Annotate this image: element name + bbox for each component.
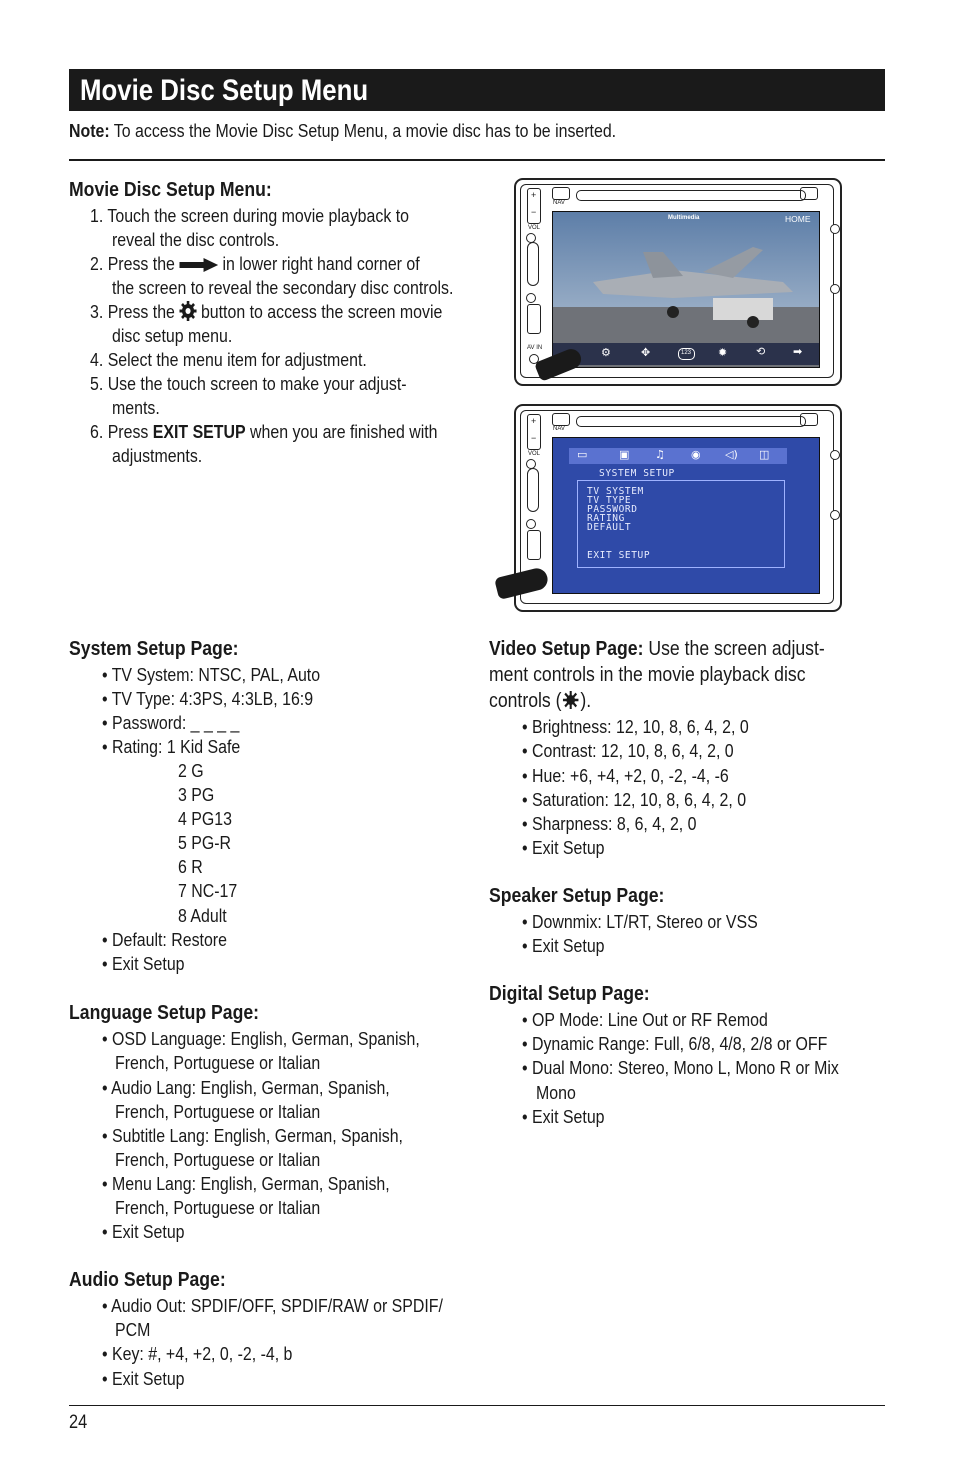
menu-item-rating[interactable]: RATING bbox=[587, 513, 625, 524]
disc-slot bbox=[576, 416, 806, 427]
page-number: 24 bbox=[69, 1412, 88, 1433]
video-line: • Exit Setup bbox=[522, 837, 605, 858]
speaker-icon[interactable]: ◁) bbox=[725, 448, 738, 461]
video-line: • Brightness: 12, 10, 8, 6, 4, 2, 0 bbox=[522, 716, 749, 737]
gear-icon bbox=[179, 301, 196, 321]
language-line: French, Portuguese or Italian bbox=[115, 1101, 321, 1122]
usb-port bbox=[527, 304, 541, 334]
digital-setup-section bbox=[489, 982, 885, 1132]
side-screw-top bbox=[830, 224, 840, 234]
disc-controls-bar bbox=[553, 343, 819, 365]
rating-item: 8 Adult bbox=[178, 905, 227, 926]
digital-line: • Dual Mono: Stereo, Mono L, Mono R or Mix bbox=[522, 1057, 839, 1078]
brightness-icon[interactable]: ✹ bbox=[718, 346, 728, 359]
volume-rocker: + − bbox=[527, 188, 541, 224]
speaker-setup-section bbox=[489, 884, 885, 964]
repeat-icon[interactable]: ⟲ bbox=[756, 345, 766, 358]
video-line: • Saturation: 12, 10, 8, 6, 4, 2, 0 bbox=[522, 789, 747, 810]
setup-menu-section bbox=[69, 178, 479, 478]
multimedia-label: Multimedia bbox=[668, 215, 700, 221]
setup-menu-heading: Movie Disc Setup Menu: bbox=[69, 178, 272, 201]
step-2-b: in lower right hand corner of bbox=[222, 253, 420, 274]
menu-item-tv-type[interactable]: TV TYPE bbox=[587, 495, 632, 506]
disc-icon[interactable]: ◉ bbox=[691, 448, 701, 461]
rating-item: 5 PG-R bbox=[178, 832, 232, 853]
system-setup-section bbox=[69, 637, 479, 997]
language-setup-section bbox=[69, 1001, 479, 1251]
digital-line: Mono bbox=[536, 1082, 576, 1103]
language-line: French, Portuguese or Italian bbox=[115, 1052, 321, 1073]
menu-item-password[interactable]: PASSWORD bbox=[587, 504, 638, 515]
device-playback-illustration bbox=[514, 178, 842, 386]
video-icon[interactable]: ▣ bbox=[619, 448, 630, 461]
setup-tab-bar bbox=[569, 448, 787, 464]
gear-icon[interactable]: ⚙ bbox=[601, 346, 611, 359]
device-setup-illustration bbox=[514, 404, 842, 612]
sd-slot bbox=[527, 468, 539, 512]
speaker-line: • Exit Setup bbox=[522, 935, 605, 956]
rating-item: 4 PG13 bbox=[178, 808, 232, 829]
video-intro-line-1 bbox=[489, 637, 825, 661]
video-setup-section bbox=[489, 637, 885, 867]
disc-slot bbox=[576, 190, 806, 201]
language-setup-heading: Language Setup Page: bbox=[69, 1001, 260, 1024]
side-screw-bottom bbox=[830, 510, 840, 520]
step-2-cont: the screen to reveal the secondary disc controls. bbox=[112, 277, 454, 298]
brightness-icon bbox=[562, 690, 581, 710]
step-3-a: 3. Press the bbox=[90, 301, 175, 322]
side-screw-bottom bbox=[830, 284, 840, 294]
digital-setup-heading: Digital Setup Page: bbox=[489, 982, 650, 1005]
system-line: • Exit Setup bbox=[102, 953, 185, 974]
setup-screen[interactable] bbox=[552, 437, 820, 594]
mic-hole bbox=[526, 519, 536, 529]
step-3-b: button to access the screen movie bbox=[200, 301, 443, 322]
speaker-line: • Downmix: LT/RT, Stereo or VSS bbox=[522, 911, 758, 932]
step-6-a: 6. Press bbox=[90, 421, 153, 442]
mic-hole bbox=[526, 293, 536, 303]
language-line: • Audio Lang: English, German, Spanish, bbox=[102, 1077, 390, 1098]
setup-menu-title: SYSTEM SETUP bbox=[599, 468, 675, 479]
digital-line: • Exit Setup bbox=[522, 1106, 605, 1127]
avin-label: AV IN bbox=[527, 345, 543, 351]
power-button bbox=[552, 413, 570, 426]
language-line: French, Portuguese or Italian bbox=[115, 1197, 321, 1218]
system-line: • TV Type: 4:3PS, 4:3LB, 16:9 bbox=[102, 688, 314, 709]
step-2 bbox=[90, 252, 420, 276]
menu-item-exit-setup[interactable]: EXIT SETUP bbox=[587, 550, 651, 561]
speaker-setup-heading: Speaker Setup Page: bbox=[489, 884, 665, 907]
step-5-cont: ments. bbox=[112, 397, 160, 418]
note-text: To access the Movie Disc Setup Menu, a movie disc has to be inserted. bbox=[109, 120, 617, 141]
home-button[interactable]: HOME bbox=[785, 214, 811, 224]
sd-slot bbox=[527, 242, 539, 286]
system-line: • TV System: NTSC, PAL, Auto bbox=[102, 664, 321, 685]
system-line: • Password: _ _ _ _ bbox=[102, 712, 240, 733]
language-line: • Exit Setup bbox=[102, 1221, 185, 1242]
step-6-b: when you are finished with bbox=[245, 421, 438, 442]
language-line: • Menu Lang: English, German, Spanish, bbox=[102, 1173, 390, 1194]
video-intro-1: Use the screen adjust- bbox=[643, 637, 825, 660]
menu-item-tv-system[interactable]: TV SYSTEM bbox=[587, 486, 644, 497]
language-line: • OSD Language: English, German, Spanish, bbox=[102, 1028, 420, 1049]
audio-line: • Key: #, +4, +2, 0, -2, -4, b bbox=[102, 1343, 293, 1364]
audio-line: • Exit Setup bbox=[102, 1368, 185, 1389]
video-intro-3b: ). bbox=[580, 689, 592, 712]
digital-line: • Dynamic Range: Full, 6/8, 4/8, 2/8 or OFF bbox=[522, 1033, 828, 1054]
top-divider bbox=[69, 159, 885, 161]
usb-port bbox=[527, 530, 541, 560]
system-setup-heading: System Setup Page: bbox=[69, 637, 239, 660]
audio-setup-section bbox=[69, 1268, 479, 1398]
digital-line: • OP Mode: Line Out or RF Remod bbox=[522, 1009, 768, 1030]
power-button bbox=[552, 187, 570, 200]
video-setup-heading: Video Setup Page: bbox=[489, 637, 644, 660]
volume-rocker: + − bbox=[527, 414, 541, 450]
rating-item: 7 NC-17 bbox=[178, 880, 238, 901]
nav-label: NAV bbox=[553, 200, 565, 206]
audio-setup-heading: Audio Setup Page: bbox=[69, 1268, 226, 1291]
bottom-divider bbox=[69, 1405, 885, 1406]
audio-line: • Audio Out: SPDIF/OFF, SPDIF/RAW or SPDIF/ bbox=[102, 1295, 443, 1316]
step-1: 1. Touch the screen during movie playback to bbox=[90, 205, 409, 226]
audio-line: PCM bbox=[115, 1319, 151, 1340]
vol-label: VOL bbox=[528, 225, 541, 231]
video-line: • Contrast: 12, 10, 8, 6, 4, 2, 0 bbox=[522, 740, 734, 761]
dolby-icon[interactable]: ◫ bbox=[759, 448, 770, 461]
system-line: • Rating: 1 Kid Safe bbox=[102, 736, 241, 757]
eject-button bbox=[800, 187, 818, 200]
menu-item-default[interactable]: DEFAULT bbox=[587, 522, 632, 533]
next-arrow-icon[interactable]: ➡ bbox=[793, 345, 803, 358]
rating-item: 2 G bbox=[178, 760, 204, 781]
language-line: • Subtitle Lang: English, German, Spanish, bbox=[102, 1125, 403, 1146]
eject-button bbox=[800, 413, 818, 426]
step-1-cont: reveal the disc controls. bbox=[112, 229, 280, 250]
video-intro-3a: controls ( bbox=[489, 689, 562, 712]
video-line: • Sharpness: 8, 6, 4, 2, 0 bbox=[522, 813, 697, 834]
video-intro-2: ment controls in the movie playback disc bbox=[489, 663, 806, 686]
vol-label: VOL bbox=[528, 451, 541, 457]
step-6-cont: adjustments. bbox=[112, 445, 203, 466]
title-bar bbox=[69, 69, 885, 111]
video-line: • Hue: +6, +4, +2, 0, -2, -4, -6 bbox=[522, 765, 729, 786]
monitor-icon[interactable]: ▭ bbox=[577, 448, 588, 461]
video-intro-line-3 bbox=[489, 689, 591, 713]
number-pad-button[interactable]: 123 bbox=[678, 348, 695, 360]
step-6 bbox=[90, 420, 438, 444]
step-2-a: 2. Press the bbox=[90, 253, 175, 274]
step-3 bbox=[90, 300, 442, 324]
move-icon[interactable]: ✥ bbox=[641, 346, 651, 359]
nav-label: NAV bbox=[553, 426, 565, 432]
rating-item: 3 PG bbox=[178, 784, 215, 805]
step-4: 4. Select the menu item for adjustment. bbox=[90, 349, 367, 370]
arrow-right-icon bbox=[179, 258, 218, 272]
note-label: Note: bbox=[69, 120, 110, 141]
rating-item: 6 R bbox=[178, 856, 203, 877]
playback-screen[interactable] bbox=[552, 211, 820, 368]
side-screw-top bbox=[830, 450, 840, 460]
note bbox=[69, 120, 616, 142]
step-3-cont: disc setup menu. bbox=[112, 325, 233, 346]
step-5: 5. Use the touch screen to make your adjust- bbox=[90, 373, 407, 394]
language-line: French, Portuguese or Italian bbox=[115, 1149, 321, 1170]
system-line: • Default: Restore bbox=[102, 929, 227, 950]
exit-setup-label: EXIT SETUP bbox=[152, 421, 246, 442]
music-note-icon[interactable]: ♫ bbox=[655, 448, 665, 461]
page-title: Movie Disc Setup Menu bbox=[80, 74, 369, 107]
